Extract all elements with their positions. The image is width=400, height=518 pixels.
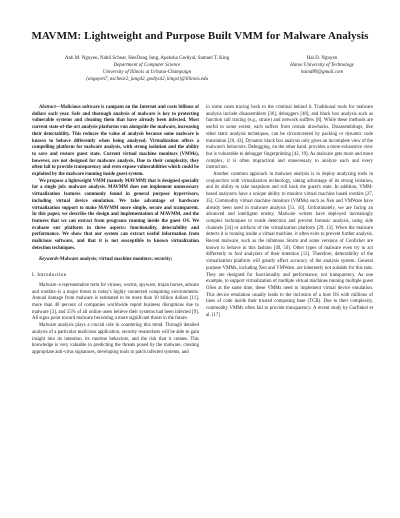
left-column [32, 105, 199, 357]
keywords-heading: Keywords [39, 257, 59, 263]
department: Department of Computer Science [113, 63, 181, 69]
keywords [32, 257, 199, 264]
author-emails: {anguyen7, nschear2, jung42, godiyal2, kingst}@illinois.edu [85, 77, 209, 83]
author-block-right [268, 55, 376, 76]
keywords-text: -Malware analysis; virtual machine monitors; security; [58, 257, 173, 263]
university: Hanoi University of Technology [290, 63, 354, 69]
abstract-text: —Malicious software is rampant on the Internet and costs billions of dollars each year. Safe and thorough analysis of malware is key to protecting vulnerable systems and cleaning them that have already been infected. Most current state-of-the-art analysis platforms run alongside the malware, increasing their detectability. This reduces the value of analysis because some malware is known to behave differently when being analyzed. Virtualization offers a compelling platform for malware analysis, with strong isolation and the ability to save and restore guest state. Current virtual machine monitors (VMMs), however, are not designed for malware analysis. Due to their complexity, they often fail to provide transparency and even expose vulnerabilities which could be exploited by the malware running inside guest system. [32, 105, 199, 178]
intro-paragraph: Malware analysis plays a crucial role in countering this trend. Through detailed analysis of a particular malicious application, security researchers will be able to gain insight into its intention, its runtime behaviors, and the risk that it creates. This knowledge is very valuable in predicting the threats posed by the malware, creating appropriate anti-virus signatures, developing tools to patch infected systems, and [32, 323, 199, 355]
body-paragraph: in some cases tracing back to the criminal behind it. Traditional tools for malware analysis include disassemblers [36], debuggers [48], and black box analysis such as function call tracing (e.g., strace) and network sniffers [8]. While these methods are useful to some extent, each suffers from certain drawbacks. Disassemblings, like other static analysis techniques, can be circumvented by packing or dynamic code translation [26, 43]. Dynamic black box analysis only gives an incomplete view of the malware's behaviors. Debugging, on the other hand, provides a more exhaustive view but is vulnerable to debugger fingerprinting [42, 19]. As malware gets more and more complex, it is often impractical and unnecessary to analyze each and every instruction. [206, 105, 373, 171]
abstract-paragraph-2: We propose a lightweight VMM (namely MAVMM) that is designed specially for a single job: malware analysis. MAVMM does not implement unnecessary virtualization features commonly found in general purpose hypervisors, including virtual device emulation. We take advantage of hardware virtualization support to make MAVMM more simple, secure and transparent. In this paper, we describe the design and implementation of MAVMM, and the features that we can extract from programs running inside the guest OS. We evaluate our platform in three aspects: functionality, detectability and performance. We show that our system can extract useful information from malicious software, and that it is not susceptible to known virtualization detection techniques. [32, 178, 199, 251]
abstract [32, 105, 199, 179]
section-heading: I. Introduction [32, 272, 67, 279]
author-block-left [32, 55, 262, 83]
author-email: haind89@gmail.com [301, 70, 343, 76]
university: University of Illinois at Urbana-Champaign [102, 70, 192, 76]
right-column [206, 105, 373, 320]
author-names: Anh M. Nguyen, Nabil Schear, HeeDong Jung, Apeksha Godiyal, Samuel T. King [64, 56, 230, 61]
abstract-heading: Abstract [39, 105, 56, 110]
paper-title: MAVMM: Lightweight and Purpose Built VMM for Malware Analysis [31, 30, 369, 42]
intro-paragraph: Malware–a representative term for viruses, worms, spyware, trojan horses, adware and rootkits–is a major threat to today's highly connected computing environments. Annual damage from malware is estimated to be more than 10 billion dollars [11], more than 40 percent of companies worldwide report business disruptions due to malware [3], and 55% of all online users believe their systems had been infected [9]. All signs point toward malware becoming a more significant threat in the future. [32, 282, 199, 322]
author-name: Hai D. Nguyen [306, 56, 338, 61]
body-paragraph: Another common approach in malware analysis is to deploy analyzing tools in conjunction with virtualization technology, taking advantage of its strong isolation, and its ability to take snapshots and roll back the guest's state. In addition, VMM-based analyzers have a unique ability to monitor virtual machine based rootkits [27, 35]. Commodity virtual machine monitors (VMMs) such as Xen and VMWare have already been used in malware analysis [51, 10]. Unfortunately, we are facing an advanced and intelligent enemy. Malware writers have deployed increasingly complex techniques to evade detection and prevent forensic analysis, using side channels [34] or artifacts of the virtualization platform [29, 13]. When the malware detects it is running inside a virtual machine, it often exits to prevent further analysis. Recent malware, such as the infamous Storm and some versions of Conficker are known to behave in this fashion [49, 50]. Other types of malware even try to act differently to fool analyzers of their intention [12]. Therefore, detectability of the virtualization platform will greatly affect accuracy of the analysis system. General purpose VMMs, including Xen and VMWare, are inherently not suitable for this task. They are designed for functionality and performance, not transparency. As one example, to support virtualization of multiple virtual machines running multiple guest OSes at the same time, these VMMs need to implement virtual device emulation. This device emulation usually leads to the inclusion of a host OS with millions of lines of code inside their trusted computing base (TCB). Due to their complexity, commodity VMMs often fail to provide transparency. A recent study by Garfinkel et al. [17] [206, 172, 373, 318]
